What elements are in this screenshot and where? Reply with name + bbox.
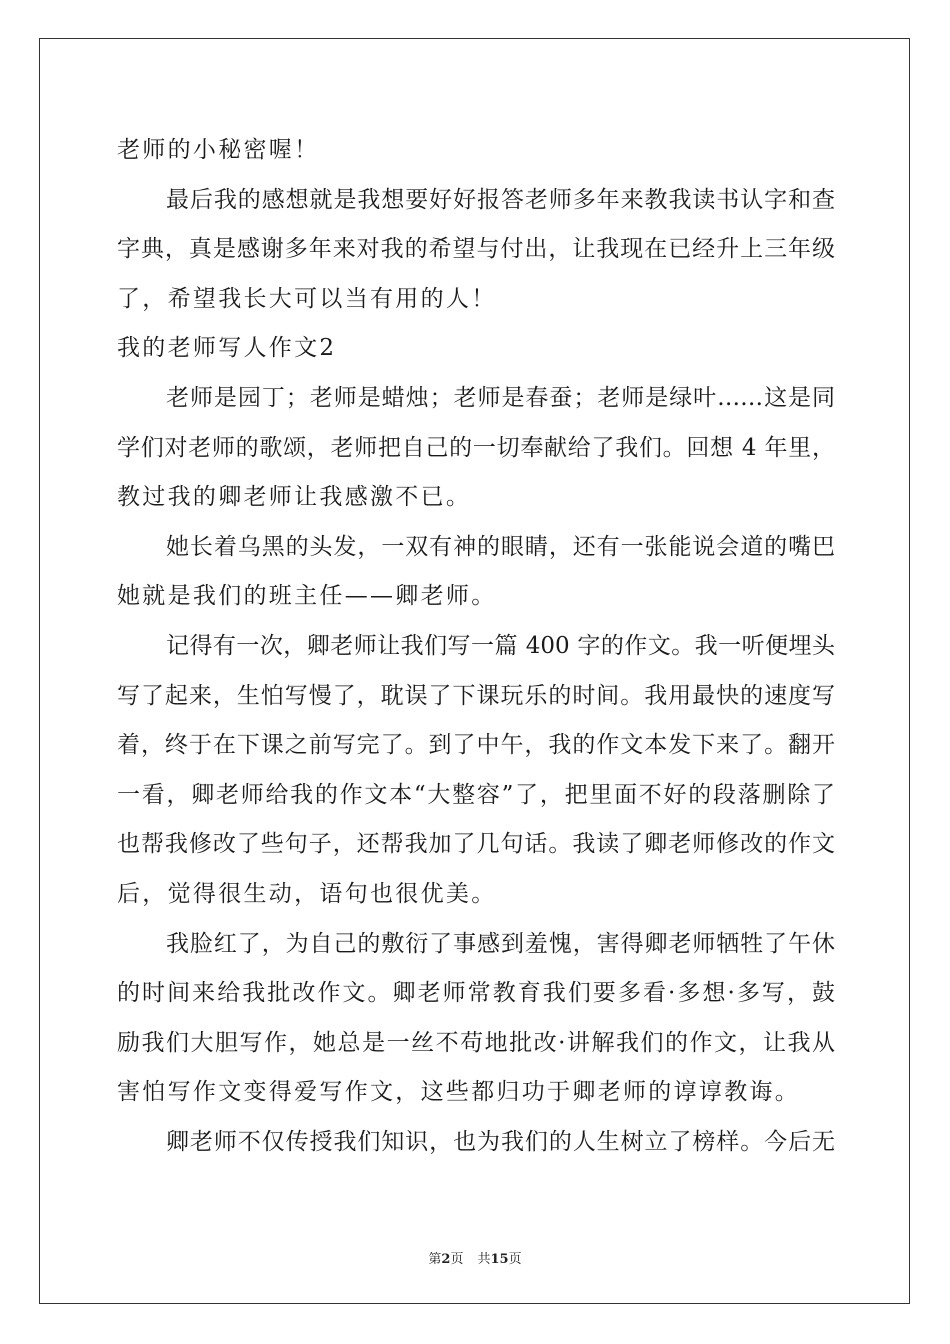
text-line: 一看，卿老师给我的作文本“大整容”了，把里面不好的段落删除了 [117,781,835,808]
total-prefix: 共 [477,1252,491,1267]
text-line: 记得有一次，卿老师让我们写一篇 400 字的作文。我一听便埋头 [166,632,835,659]
text-line: 害怕写作文变得爱写作文，这些都归功于卿老师的谆谆教诲。 [117,1079,801,1106]
text-line: 写了起来，生怕写慢了，耽误了下课玩乐的时间。我用最快的速度写 [117,682,835,709]
text-line: 我脸红了，为自己的敷衍了事感到羞愧，害得卿老师牺牲了午休 [166,930,835,957]
text-line: 卿老师不仅传授我们知识，也为我们的人生树立了榜样。今后无 [166,1128,835,1155]
text-line: 学们对老师的歌颂，老师把自己的一切奉献给了我们。回想 4 年里， [117,434,835,461]
total-suffix: 页 [508,1252,522,1267]
text-line: 的时间来给我批改作文。卿老师常教育我们要多看·多想·多写，鼓 [117,980,835,1007]
page-footer [0,1248,950,1267]
text-line: 她就是我们的班主任——卿老师。 [117,583,497,610]
document-body [117,126,835,1167]
text-line: 了，希望我长大可以当有用的人！ [117,285,497,312]
page-suffix: 页 [450,1252,464,1267]
text-line: 我的老师写人作文2 [117,335,337,362]
text-line: 后，觉得很生动，语句也很优美。 [117,880,497,907]
text-line: 励我们大胆写作，她总是一丝不苟地批改·讲解我们的作文，让我从 [117,1029,835,1056]
text-line: 字典，真是感谢多年来对我的希望与付出，让我现在已经升上三年级 [117,236,835,263]
page-number: 2 [441,1252,451,1267]
text-line: 教过我的卿老师让我感激不已。 [117,484,472,511]
total-pages: 15 [490,1252,509,1267]
text-line: 老师的小秘密喔！ [117,137,320,163]
text-line: 着，终于在下课之前写完了。到了中午，我的作文本发下来了。翻开 [117,732,835,759]
text-line: 老师是园丁；老师是蜡烛；老师是春蚕；老师是绿叶……这是同 [166,384,835,411]
text-line: 她长着乌黑的头发，一双有神的眼睛，还有一张能说会道的嘴巴 [166,533,835,560]
text-line: 也帮我修改了些句子，还帮我加了几句话。我读了卿老师修改的作文 [117,831,835,858]
text-line: 最后我的感想就是我想要好好报答老师多年来教我读书认字和查 [166,186,835,213]
page-prefix: 第 [428,1252,442,1267]
